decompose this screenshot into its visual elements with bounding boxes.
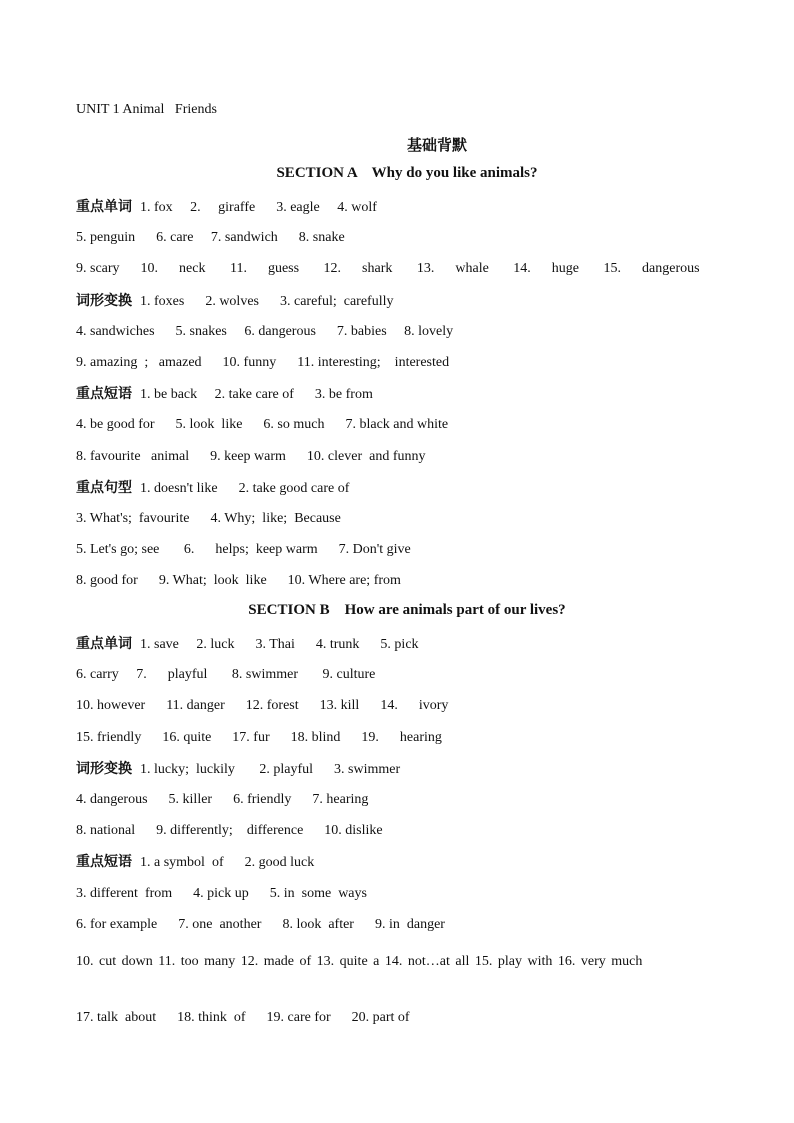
answer-text: 1. fox 2. giraffe 3. eagle 4. wolf: [140, 200, 377, 215]
answer-text: 1. be back 2. take care of 3. be from: [140, 387, 373, 403]
section-b-line: [76, 1008, 726, 1028]
section-a-line: [76, 291, 726, 312]
section-b-line: [76, 946, 726, 977]
answer-text: 9. scary 10. neck 11. guess 12. shark 13. whale 14. huge 15. dangerous: [76, 261, 700, 277]
section-a-line: [76, 322, 726, 342]
category-label: 重点单词: [76, 199, 132, 215]
section-a-line: [76, 509, 726, 529]
section-b-line: [76, 884, 726, 904]
section-a-line: [76, 228, 726, 248]
page-subtitle: 基础背默: [406, 138, 467, 154]
section-b-line: [76, 790, 726, 810]
section-b-line: [76, 728, 726, 748]
answer-text: 5. penguin 6. care 7. sandwich 8. snake: [76, 230, 345, 246]
answer-text: 5. Let's go; see 6. helps; keep warm 7. Don't give: [76, 542, 411, 558]
answer-text: 10. cut down 11. too many 12. made of 13. quite a 14. not…at all 15. play with 16. very much: [76, 954, 643, 969]
section-a-line: [76, 478, 726, 499]
section-b-line: [76, 852, 726, 873]
section-b-line: [76, 665, 726, 685]
answer-text: 4. be good for 5. look like 6. so much 7. black and white: [76, 417, 449, 433]
section-a-heading: SECTION A Why do you like animals?: [276, 165, 538, 181]
answer-text: 10. however 11. danger 12. forest 13. kill 14. ivory: [76, 698, 449, 714]
category-label: 重点短语: [76, 386, 132, 403]
answer-text: 15. friendly 16. quite 17. fur 18. blind 19. hearing: [76, 729, 442, 745]
answer-text: 6. carry 7. playful 8. swimmer 9. culture: [76, 667, 376, 683]
category-label: 重点句型: [76, 479, 132, 496]
answer-text: 4. sandwiches 5. snakes 6. dangerous 7. babies 8. lovely: [76, 323, 454, 339]
section-a-line: [76, 353, 726, 373]
answer-text: 1. a symbol of 2. good luck: [140, 855, 315, 871]
section-b-line: [76, 696, 726, 716]
section-a-line: [76, 415, 726, 435]
section-a-line: [76, 384, 726, 405]
section-b-line: [76, 821, 726, 841]
category-label: 词形变换: [76, 760, 132, 777]
section-b-heading: SECTION B How are animals part of our lives?: [248, 602, 566, 618]
answer-text: 8. favourite animal 9. keep warm 10. clever and funny: [76, 448, 426, 464]
answer-text: 3. What's; favourite 4. Why; like; Because: [76, 511, 341, 526]
category-label: 重点短语: [76, 854, 132, 871]
answer-text: 4. dangerous 5. killer 6. friendly 7. hearing: [76, 792, 369, 807]
answer-text: 8. national 9. differently; difference 10. dislike: [76, 823, 383, 839]
answer-text: 3. different from 4. pick up 5. in some ways: [76, 885, 367, 901]
answer-text: 17. talk about 18. think of 19. care for 20. part of: [76, 1010, 410, 1026]
section-a-line: [76, 571, 726, 591]
section-b-line: [76, 759, 726, 780]
answer-text: 1. save 2. luck 3. Thai 4. trunk 5. pick: [140, 637, 419, 652]
answer-text: 1. foxes 2. wolves 3. careful; carefully: [140, 293, 394, 309]
section-b-line: [76, 915, 726, 935]
section-a-line: [76, 540, 726, 560]
section-a-line: [76, 447, 726, 467]
unit-title: UNIT 1 Animal Friends: [76, 102, 217, 117]
answer-text: 8. good for 9. What; look like 10. Where are; from: [76, 573, 401, 589]
answer-text: 1. lucky; luckily 2. playful 3. swimmer: [140, 761, 401, 777]
section-a-line: [76, 259, 726, 279]
answer-text: 9. amazing ; amazed 10. funny 11. interesting; interested: [76, 355, 450, 370]
answer-text: 1. doesn't like 2. take good care of: [140, 480, 350, 496]
category-label: 重点单词: [76, 636, 132, 652]
answer-text: 6. for example 7. one another 8. look after 9. in danger: [76, 916, 445, 932]
section-b-line: [76, 634, 726, 655]
category-label: 词形变换: [76, 292, 132, 309]
section-a-line: [76, 197, 726, 218]
